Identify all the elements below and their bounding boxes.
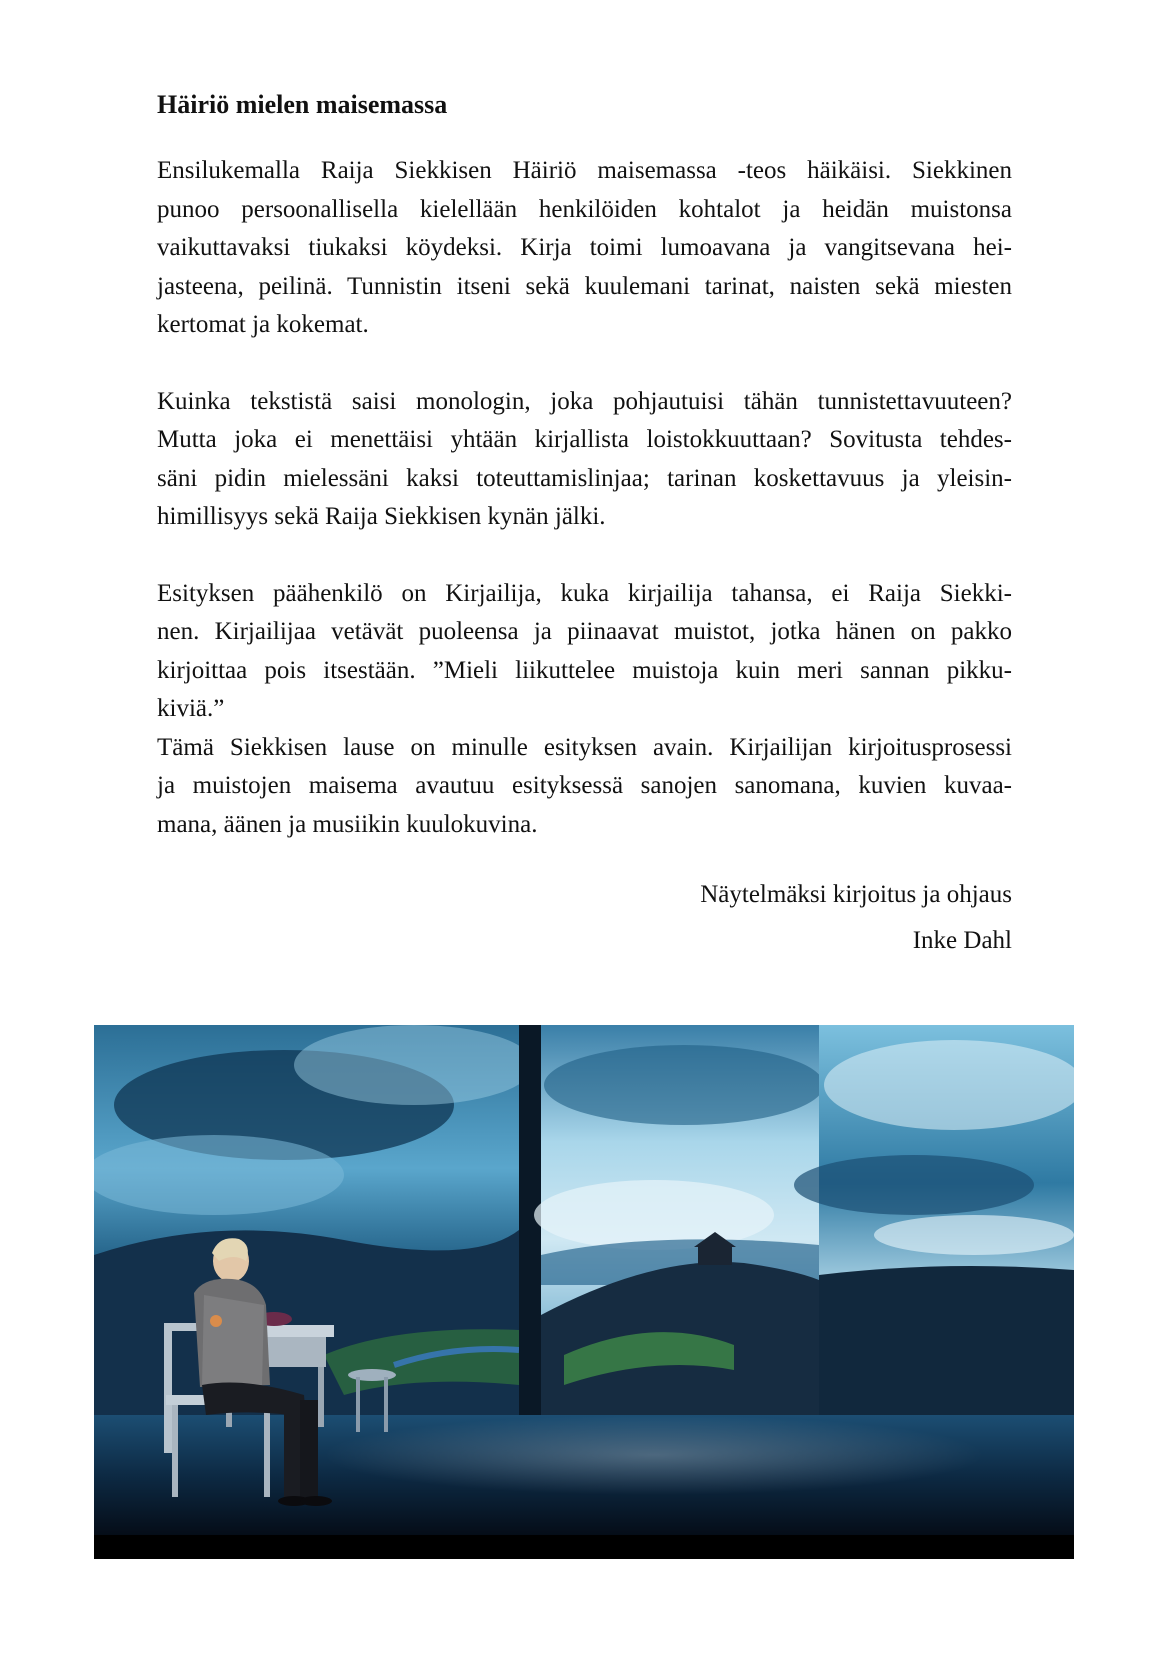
signature-role: Näytelmäksi kirjoitus ja ohjaus [700, 881, 1012, 908]
text-line: nen. Kirjailijaa vetävät puoleensa ja piinaavat muistot, jotka hänen on pakko [157, 618, 1012, 645]
text-line: Ensilukemalla Raija Siekkisen Häiriö maisemassa -teos häikäisi. Siekkinen [157, 157, 1012, 184]
paragraph-4 [157, 729, 1012, 845]
signature-name: Inke Dahl [912, 927, 1012, 954]
page-title: Häiriö mielen maisemassa [157, 90, 448, 119]
text-line: ja muistojen maisema avautuu esityksessä sanojen sanomana, kuvien kuvaa- [157, 772, 1012, 799]
text-line: Kuinka tekstistä saisi monologin, joka pohjautuisi tähän tunnistettavuuteen? [157, 387, 1012, 415]
text-line: kiviä.” [157, 695, 225, 722]
paragraph-2 [157, 383, 1012, 537]
text-line: Esityksen päähenkilö on Kirjailija, kuka kirjailija tahansa, ei Raija Siekki- [157, 579, 1012, 607]
text-line: himillisyys sekä Raija Siekkisen kynän jälki. [157, 503, 606, 530]
stage-photo [94, 1025, 1074, 1559]
stage-photo-illustration [94, 1025, 1074, 1559]
text-line: Mutta joka ei menettäisi yhtään kirjallista loistokkuuttaan? Sovitusta tehdes- [157, 426, 1012, 453]
text-line: punoo persoonallisella kielellään henkilöiden kohtalot ja heidän muistonsa [157, 195, 1012, 223]
text-line: säni pidin mielessäni kaksi toteuttamislinjaa; tarinan koskettavuus ja yleisin- [157, 464, 1012, 492]
paragraph-3 [157, 575, 1012, 729]
text-line: jasteena, peilinä. Tunnistin itseni sekä kuulemani tarinat, naisten sekä miesten [157, 272, 1012, 300]
text-line: mana, äänen ja musiikin kuulokuvina. [157, 810, 538, 838]
text-line: kirjoittaa pois itsestään. ”Mieli liikuttelee muistoja kuin meri sannan pikku- [157, 656, 1012, 684]
text-line: kertomat ja kokemat. [157, 311, 369, 338]
text-column [157, 88, 1012, 964]
signature-block [157, 872, 1012, 964]
text-line: vaikuttavaksi tiukaksi köydeksi. Kirja toimi lumoavana ja vangitsevana hei- [157, 234, 1012, 261]
text-line: Tämä Siekkisen lause on minulle esityksen avain. Kirjailijan kirjoitusprosessi [157, 733, 1012, 761]
paragraph-1 [157, 152, 1012, 345]
